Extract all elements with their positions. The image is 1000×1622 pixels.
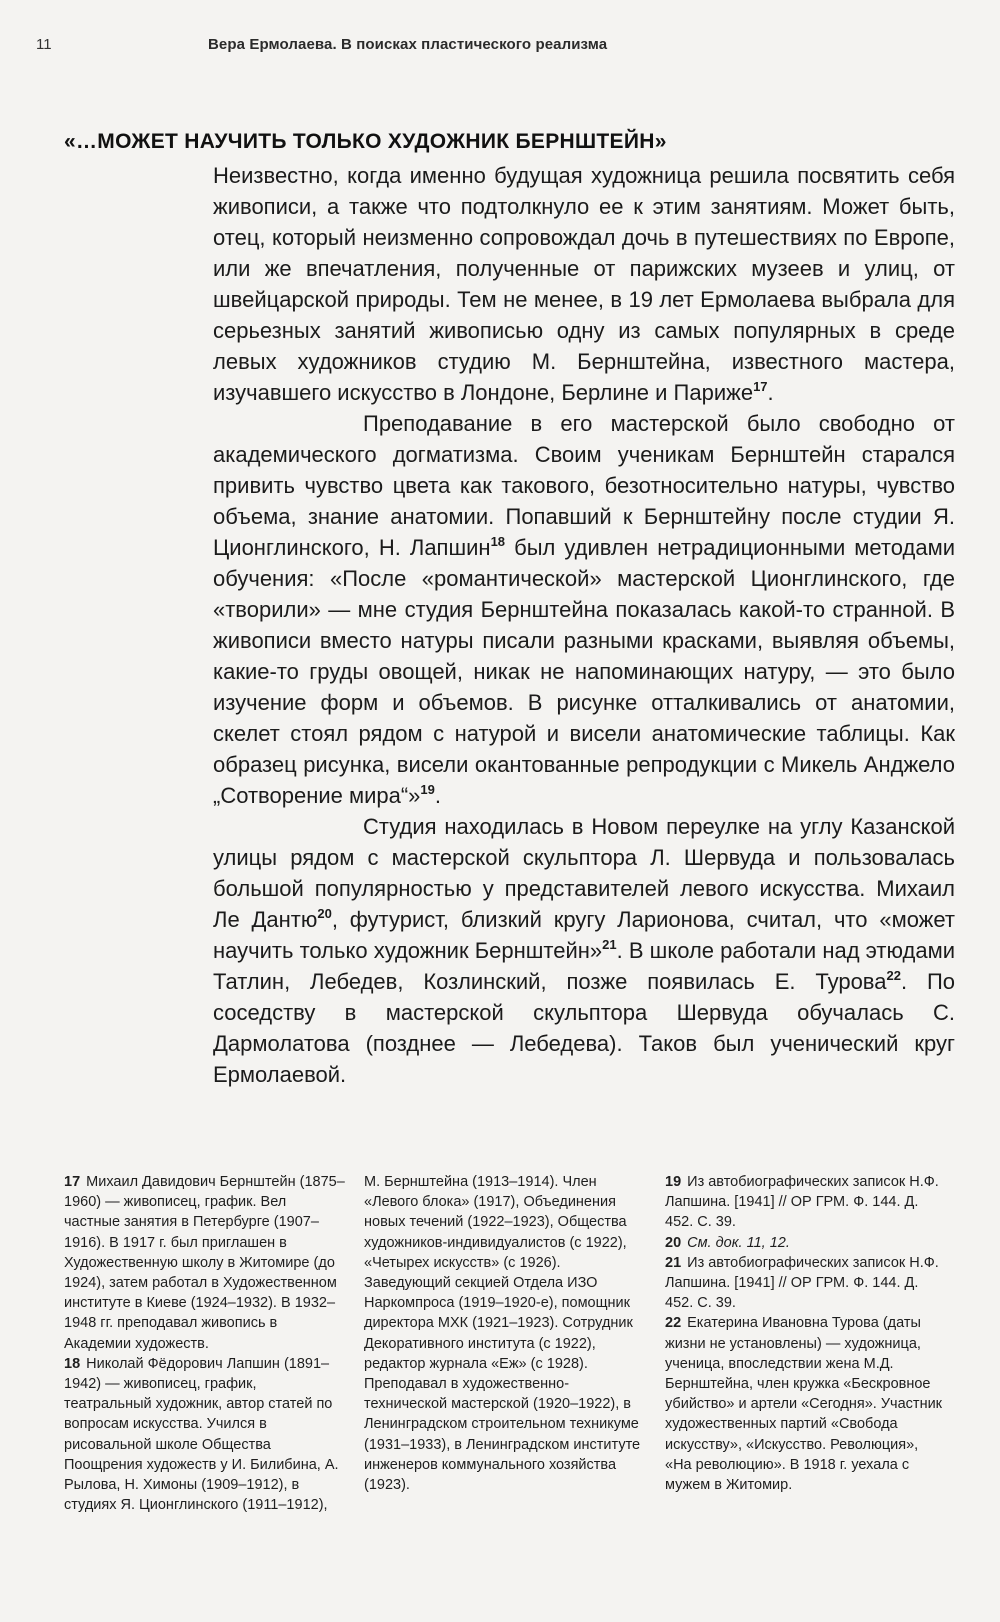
paragraph-1: Неизвестно, когда именно будущая художница решила посвятить себя живописи, а также что подтолкнуло ее к этим занятиям. Может быть, отец, который неизменно сопровождал дочь в путешествиях по Европе, или же впечатления, полученные от парижских музеев и улиц, от швейцарской природы. Тем не менее, в 19 лет Ермолаева выбрала для серьезных занятий живописью одну из самых популярных в среде левых художников студию М. Бернштейна, известного мастера, изучавшего искусство в Лондоне, Берлине и Париже$^{17}$. — [213, 163, 955, 405]
footnote-ref-17: 17 — [753, 379, 768, 394]
footnote-21: 21 Из автобиографических записок Н.Ф. Лапшина. [1941] // ОР ГРМ. Ф. 144. Д. 452. С. 39. — [665, 1254, 939, 1312]
footnote-20: 20 См. док. 11, 12. — [665, 1234, 790, 1251]
footnote-ref-19: 19 — [420, 782, 435, 797]
footnote-18: 18 Николай Фёдорович Лапшин (1891–1942) — живописец, график, театральный художник, автор статей по вопросам искусства. Учился в рисовальной школе Общества Поощрения художеств у И. Билибина, А. Рылова, Н. Химоны (1909–1912), в студиях Я. Ционглинского (1911–1912), — [64, 1355, 339, 1514]
footnotes-column-1 — [64, 1172, 346, 1515]
footnote-ref-20: 20 — [317, 906, 332, 921]
footnote-ref-21: 21 — [602, 937, 617, 952]
footnote-17: 17 Михаил Давидович Бернштейн (1875–1960) — живописец, график. Вел частные занятия в Петербурге (1907–1916). В 1917 г. был приглашен в Художественную школу в Житомире (до 1924), затем работал в Художественном институте в Киеве (1924–1932). В 1932–1948 гг. преподавал живопись в Академии художеств. — [64, 1174, 345, 1352]
footnote-19: 19 Из автобиографических записок Н.Ф. Лапшина. [1941] // ОР ГРМ. Ф. 144. Д. 452. С. 39. — [665, 1174, 939, 1231]
body-text — [213, 160, 955, 1090]
footnote-22: 22 Екатерина Ивановна Турова (даты жизни не установлены) — художница, ученица, впоследствии жена М.Д. Бернштейна, член кружка «Бескровное убийство» и артели «Сегодня». Участник художественных партий «Свобода искусству», «Искусство. Революция», «На революцию». В 1918 г. уехала с мужем в Житомир. — [665, 1315, 943, 1494]
footnote-ref-18: 18 — [490, 534, 506, 549]
paragraph-2: Преподавание в его мастерской было свободно от академического догматизма. Своим ученикам Бернштейн старался привить чувство цвета как такового, безотносительно натуры, чувство объема, знание анатомии. Попавший к Бернштейну после студии Я. Ционглинского, Н. Лапшин$^{18}$ был удивлен нетрадиционными методами обучения: «После «романтической» мастерской Ционглинского, где «творили» — мне студия Бернштейна показалась какой-то странной. В живописи вместо натуры писали разными красками, выявляя объемы, какие-то груды овощей, никак не напоминающих натуру, — это было изучение форм и объемов. В рисунке отталкивались от анатомии, скелет стоял рядом с натурой и висели анатомические таблицы. Как образец рисунка, висели окантованные репродукции с Микель Анджело „Сотворение мира“»$^{19}$. — [213, 411, 955, 808]
running-head-title: Вера Ермолаева. В поисках пластического реализма — [208, 36, 608, 53]
running-head — [36, 36, 960, 60]
footnotes-column-2 — [364, 1172, 642, 1495]
footnotes-column-3 — [665, 1172, 945, 1495]
page-number: 11 — [36, 36, 52, 53]
paragraph-3: Студия находилась в Новом переулке на углу Казанской улицы рядом с мастерской скульптора Л. Шервуда и пользовалась большой популярностью у представителей левого искусства. Михаил Ле Дантю$^{20}$, футурист, близкий кругу Ларионова, считал, что «может научить только художник Бернштейн»$^{21}$. В школе работали над этюдами Татлин, Лебедев, Козлинский, позже появилась Е. Турова$^{22}$. По соседству в мастерской скульптора Шервуда обучалась С. Дармолатова (позднее — Лебедева). Таков был ученический круг Ермолаевой. — [213, 814, 956, 1087]
footnote-18-continued: М. Бернштейна (1913–1914). Член «Левого блока» (1917), Объединения новых течений (1922–1923), Общества художников-индивидуалистов (с 1922), «Четырех искусств» (с 1926). Заведующий секцией Отдела ИЗО Наркомпроса (1919–1920-е), помощник директора МХК (1921–1923). Сотрудник Декоративного института (с 1922), редактор журнала «Еж» (с 1928). Преподавал в художественно-технической мастерской (1920–1922), в Ленинградском строительном техникуме (1931–1933), в Ленинградском институте инженеров коммунального хозяйства (1923). — [364, 1174, 641, 1494]
section-heading: «…МОЖЕТ НАУЧИТЬ ТОЛЬКО ХУДОЖНИК БЕРНШТЕЙН» — [64, 130, 667, 153]
footnote-ref-22: 22 — [886, 968, 901, 983]
